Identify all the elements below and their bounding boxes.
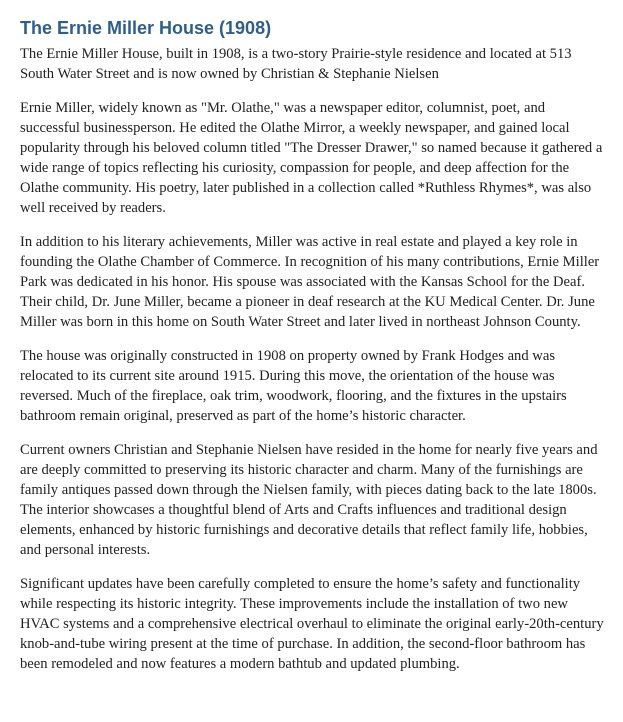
paragraph-construction-history: The house was originally constructed in 1908 on property owned by Frank Hodges and was relocated to its current site around 1915. During this move, the orientation of the house was reversed. Much of the fireplace, oak trim, woodwork, flooring, and the fixtures in the upstairs bathroom remain original, preserved as part of the home’s historic character. [20,348,567,424]
paragraph-biography: Ernie Miller, widely known as "Mr. Olathe," was a newspaper editor, columnist, poet, and successful businessperson. He edited the Olathe Mirror, a weekly newspaper, and gained local popularity through his beloved column titled "The Dresser Drawer," so named because it gathered a wide range of topics reflecting his curiosity, compassion for people, and deep affection for the Olathe community. His poetry, later published in a collection called *Ruthless Rhymes*, was also well received by readers. [20,100,603,216]
paragraph-current-owners: Current owners Christian and Stephanie Nielsen have resided in the home for nearly five years and are deeply committed to preserving its historic character and charm. Many of the furnishings are family antiques passed down through the Nielsen family, with pieces dating back to the late 1800s. The interior showcases a thoughtful blend of Arts and Crafts influences and traditional design elements, enhanced by historic furnishings and decorative details that reflect family life, hobbies, and personal interests. [20,442,598,558]
paragraph-updates: Significant updates have been carefully completed to ensure the home’s safety and functionality while respecting its historic integrity. These improvements include the installation of two new HVAC systems and a comprehensive electrical overhaul to eliminate the original early-20th-century knob-and-tube wiring present at the time of purchase. In addition, the second-floor bathroom has been remodeled and now features a modern bathtub and updated plumbing. [20,576,604,672]
paragraph-achievements: In addition to his literary achievements, Miller was active in real estate and played a key role in founding the Olathe Chamber of Commerce. In recognition of his many contributions, Ernie Miller Park was dedicated in his honor. His spouse was associated with the Kansas School for the Deaf. Their child, Dr. June Miller, became a pioneer in deaf research at the KU Medical Center. Dr. June Miller was born in this home on South Water Street and later lived in northeast Johnson County. [20,234,600,330]
document-title: The Ernie Miller House (1908) [20,18,272,38]
paragraph-intro: The Ernie Miller House, built in 1908, is a two-story Prairie-style residence and located at 513 South Water Street and is now owned by Christian & Stephanie Nielsen [20,46,572,82]
